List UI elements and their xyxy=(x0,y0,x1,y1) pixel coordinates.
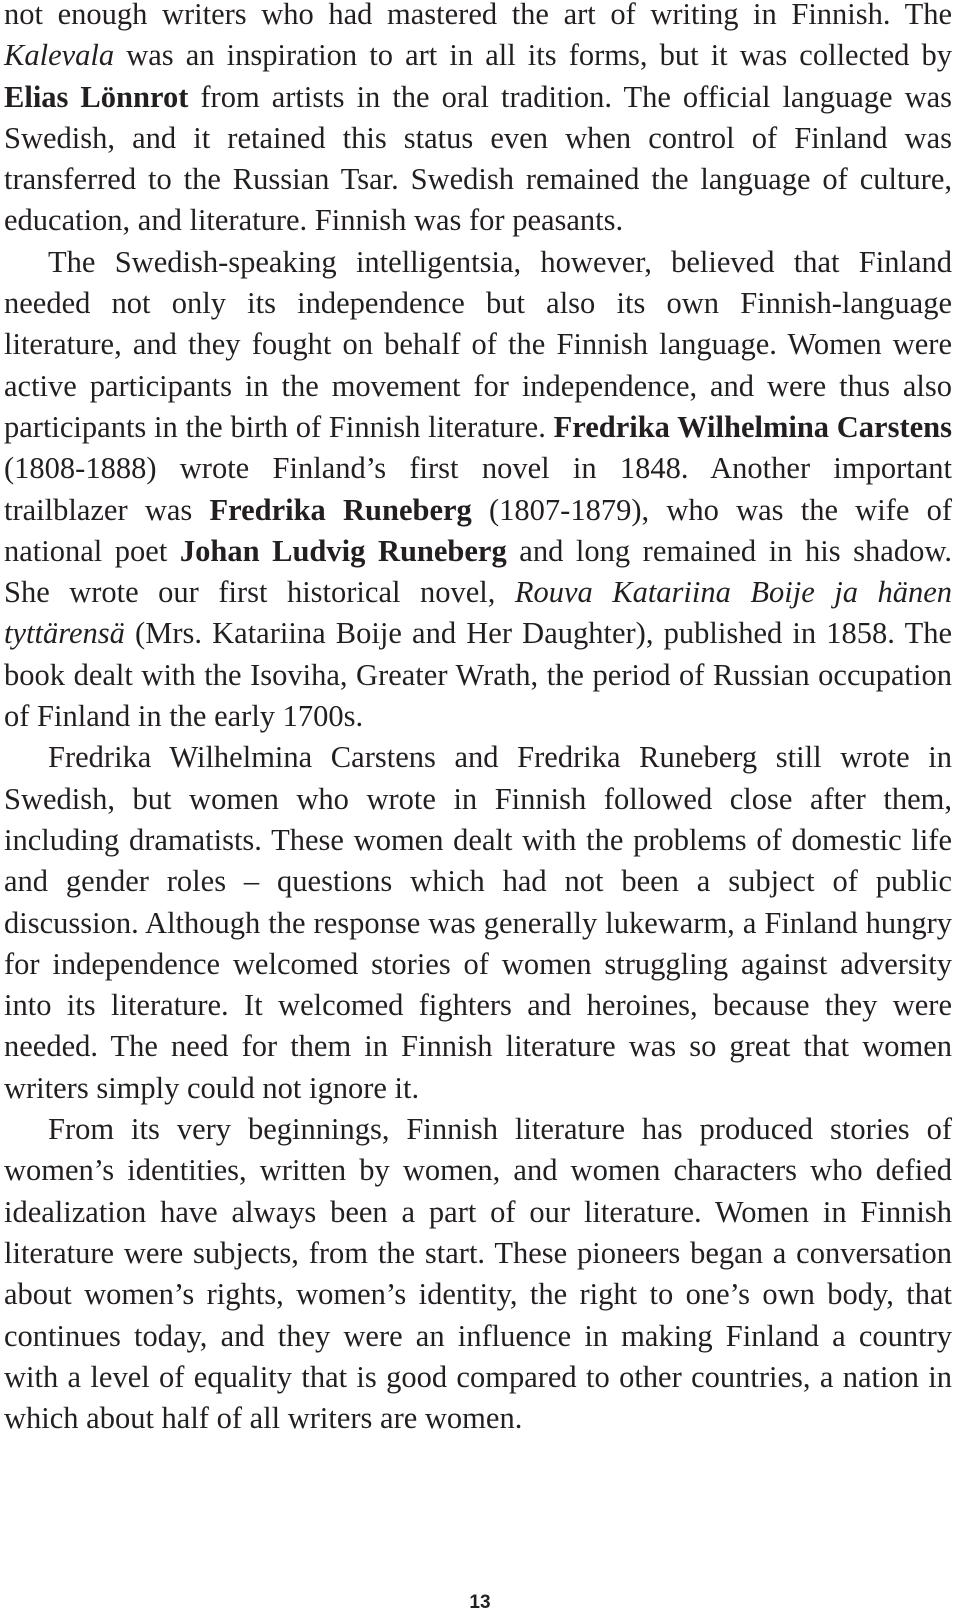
bold-name: Fredrika Runeberg xyxy=(209,492,472,527)
text-run: (Mrs. Katariina Boije and Her Daughter), published in 1858. The book dealt with the Isoviha, Greater Wrath, the period of Russian occupation of Finland in the early 1700s. xyxy=(4,616,952,734)
text-run: not enough writers who had mastered the art of writing in Finnish. The xyxy=(4,0,952,31)
text-run: was an inspiration to art in all its forms, but it was collected by xyxy=(114,38,952,73)
paragraph xyxy=(4,242,952,738)
text-run: Fredrika Wilhelmina Carstens and Fredrika Runeberg still wrote in Swedish, but women who wrote in Finnish followed close after them, including dramatists. These women dealt with the problems of domestic life and gender roles – questions which had not been a subject of public discussion. Although the response was generally lukewarm, a Finland hungry for independence welcomed stories of women struggling against adversity into its literature. It welcomed fighters and heroines, because they were needed. The need for them in Finnish literature was so great that women writers simply could not ignore it. xyxy=(4,740,952,1105)
text-run: (1807-1879), who was the wife of national poet xyxy=(4,492,952,568)
text-run: (1808-1888) wrote Finland’s first novel in 1848. Another important trailblazer was xyxy=(4,451,952,527)
italic-title: Kalevala xyxy=(4,38,115,73)
bold-name: Fredrika Wilhelmina Carstens xyxy=(553,409,952,444)
paragraph xyxy=(4,737,952,1109)
bold-name: Johan Ludvig Runeberg xyxy=(179,533,507,568)
text-run: and long remained in his shadow. She wrote our first historical novel, xyxy=(4,533,952,610)
page-body xyxy=(4,0,952,1439)
paragraph xyxy=(4,1109,952,1439)
italic-title: Rouva Katariina Boije ja hänen tyttärensä xyxy=(4,575,952,651)
bold-name: Elias Lönnrot xyxy=(4,79,189,114)
text-run: The Swedish-speaking intelligentsia, however, believed that Finland needed not only its independence but also its own Finnish-language literature, and they fought on behalf of the Finnish language. Women were active participants in the movement for independence, and were thus also participants in the birth of Finnish literature. xyxy=(4,244,952,444)
paragraph xyxy=(4,0,952,242)
page-number: 13 xyxy=(469,1592,491,1613)
text-run: From its very beginnings, Finnish literature has produced stories of women’s identities, written by women, and women characters who defied idealization have always been a part of our literature. Women in Finnish literature were subjects, from the start. These pioneers began a conversation about women’s rights, women’s identity, the right to one’s own body, that continues today, and they were an influence in making Finland a country with a level of equality that is good compared to other countries, a nation in which about half of all writers are women. xyxy=(4,1112,952,1436)
text-run: from artists in the oral tradition. The official language was Swedish, and it retained this status even when control of Finland was transferred to the Russian Tsar. Swedish remained the language of culture, education, and literature. Finnish was for peasants. xyxy=(4,79,953,238)
